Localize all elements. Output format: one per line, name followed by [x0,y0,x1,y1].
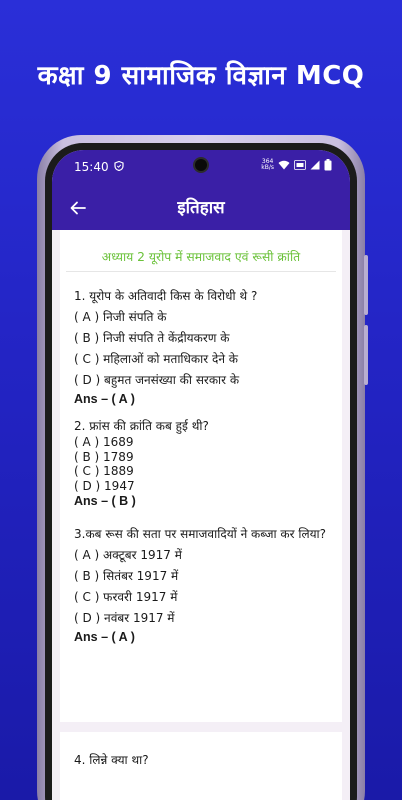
question-text: 1. यूरोप के अतिवादी किस के विरोधी थे ? [74,289,258,303]
option-d: ( D ) बहुमत जनसंख्या की सरकार के [74,373,240,387]
question-3 [74,524,334,645]
option-d: ( D ) 1947 [74,478,135,493]
question-text: 4. लिन्ने क्या था? [74,753,149,767]
question-2 [74,417,334,509]
chapter-heading: अध्याय 2 यूरोप में समाजवाद एवं रूसी क्रांति [66,244,336,272]
option-b: ( B ) 1789 [74,449,134,464]
front-camera [193,157,209,173]
content-area[interactable] [52,230,350,800]
signal-icon [310,160,320,170]
power-button [364,325,368,385]
screen [52,150,350,800]
app-bar [52,184,350,230]
option-a: ( A ) अक्टूबर 1917 में [74,548,182,562]
question-1 [74,286,334,407]
shield-icon [114,161,124,171]
battery-icon [324,159,332,171]
option-c: ( C ) महिलाओं को मताधिकार देने के [74,352,239,366]
option-b: ( B ) सितंबर 1917 में [74,569,179,583]
wifi-icon [278,160,290,170]
question-4 [74,750,334,771]
status-time: 15:40 [74,160,109,174]
status-bar [52,150,350,184]
volume-button [364,255,368,315]
option-c: ( C ) फरवरी 1917 में [74,590,178,604]
option-a: ( A ) निजी संपति के [74,310,167,324]
option-b: ( B ) निजी संपति ते केंद्रीयकरण के [74,331,230,345]
volte-icon [294,160,306,170]
page-title: इतिहास [177,198,225,218]
net-speed: 364 kB/s [261,158,274,171]
answer: Ans – ( B ) [74,494,136,508]
answer: Ans – ( A ) [74,630,135,644]
option-d: ( D ) नवंबर 1917 में [74,611,175,625]
option-a: ( A ) 1689 [74,435,134,449]
status-icons [261,159,332,171]
question-text: 2. फ्रांस की क्रांति कब हुई थी? [74,419,209,433]
phone-frame [37,135,365,800]
promo-title: कक्षा 9 सामाजिक विज्ञान MCQ [37,61,365,91]
mcq-card [60,732,342,800]
question-text: 3.कब रूस की सता पर समाजवादियों ने कब्जा कर लिया? [74,527,327,541]
option-c: ( C ) 1889 [74,464,134,478]
mcq-card [60,230,342,722]
answer: Ans – ( A ) [74,392,135,406]
